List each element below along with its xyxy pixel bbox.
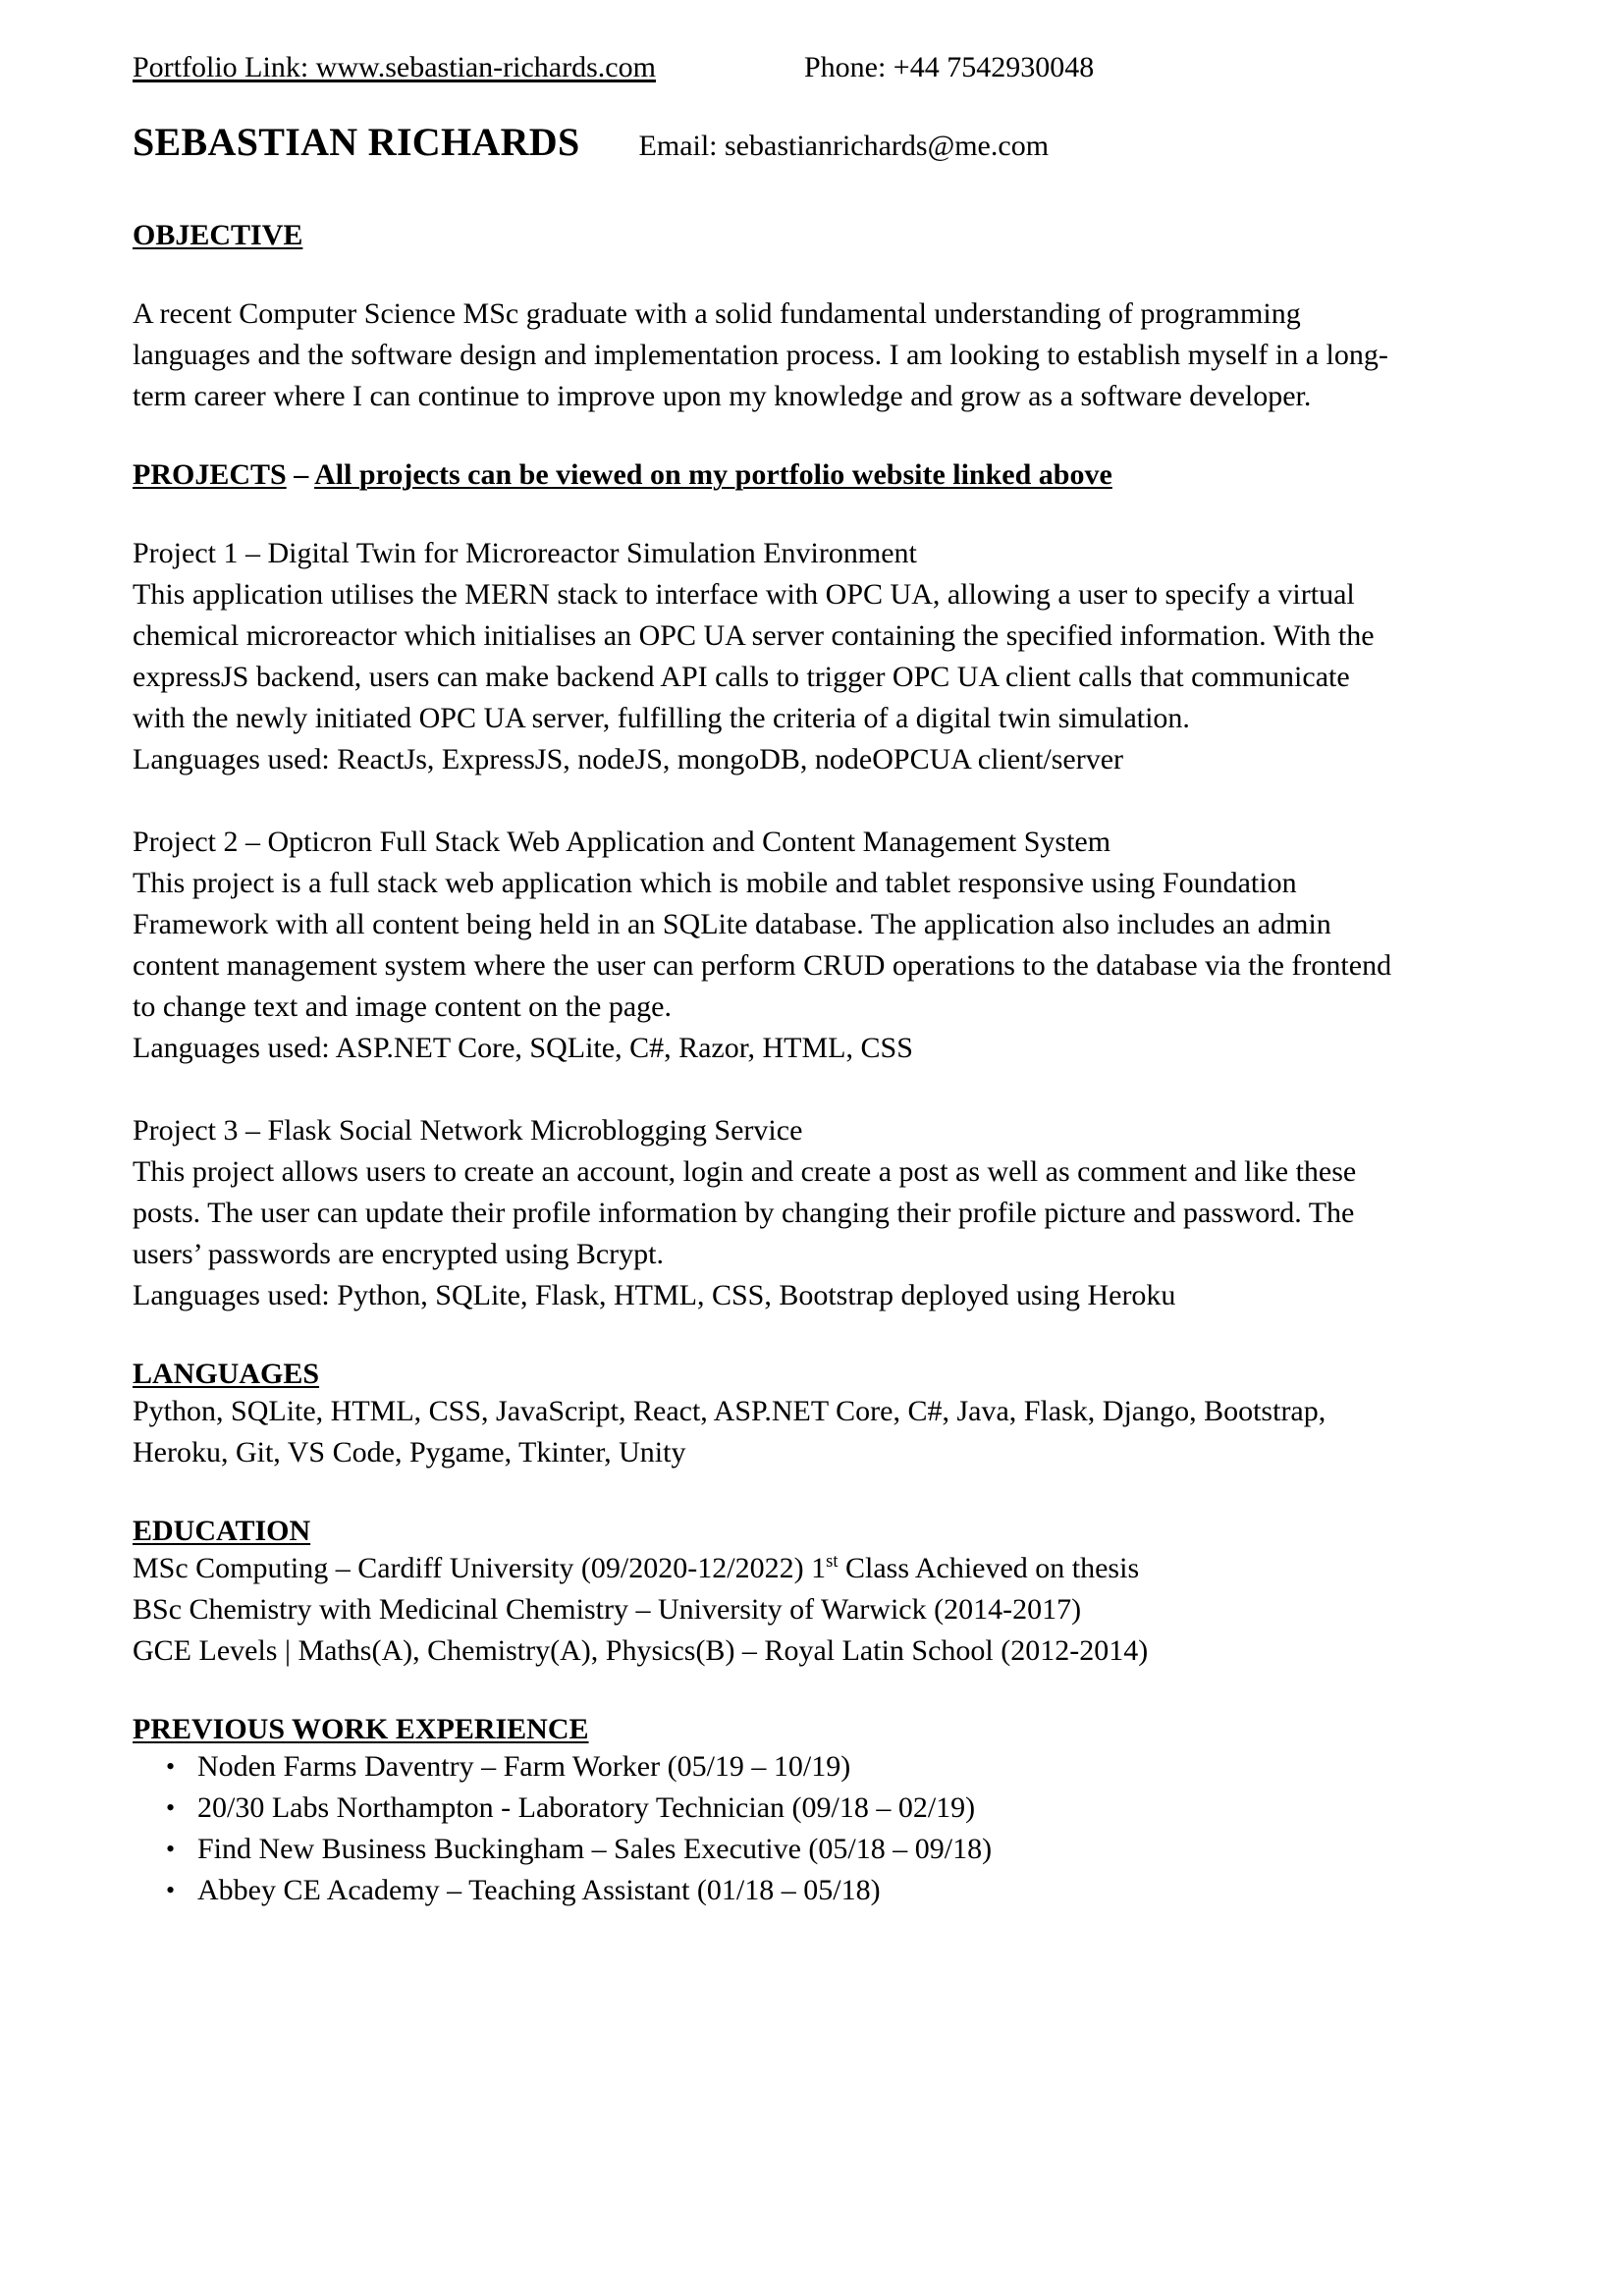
list-item-label: Abbey CE Academy – Teaching Assistant (01/18 – 05/18) <box>197 1874 881 1906</box>
spacer <box>133 252 1399 294</box>
section-heading-languages: LANGUAGES <box>133 1358 320 1390</box>
projects-heading-main: PROJECTS <box>133 458 287 491</box>
spacer <box>133 417 1399 458</box>
portfolio-link[interactable]: Portfolio Link: www.sebastian-richards.com <box>133 51 656 83</box>
project-description: This project allows users to create an account, login and create a post as well as comment and like these posts. The user can update their profile information by changing their profile picture and password. The users’ passwords are encrypted using Bcrypt. <box>133 1155 1357 1270</box>
phone-number: Phone: +44 7542930048 <box>803 51 1095 83</box>
bullet-icon: • <box>166 1752 176 1781</box>
spacer <box>133 165 1399 219</box>
section-heading-experience: PREVIOUS WORK EXPERIENCE <box>133 1713 589 1745</box>
project-description: This project is a full stack web application which is mobile and tablet responsive using Foundation Framework with all content being held in an SQLite database. The application also includes an admin content management system where the user can perform CRUD operations to the database via the frontend to change text and image content on the page. <box>133 867 1392 1023</box>
project-languages: Languages used: Python, SQLite, Flask, HTML, CSS, Bootstrap deployed using Heroku <box>133 1279 1176 1311</box>
languages-body: Python, SQLite, HTML, CSS, JavaScript, React, ASP.NET Core, C#, Java, Flask, Django, Bootstrap, Heroku, Git, VS Code, Pygame, Tkinter, Unity <box>133 1395 1326 1468</box>
bullet-icon: • <box>166 1876 176 1904</box>
education-entry <box>133 1548 1399 1589</box>
bullet-icon: • <box>166 1835 176 1863</box>
page-title: SEBASTIAN RICHARDS <box>133 120 580 164</box>
list-item <box>133 1746 1399 1788</box>
objective-body: A recent Computer Science MSc graduate with a solid fundamental understanding of programming languages and the software design and implementation process. I am looking to establish myself in a long-term career where I can continue to improve upon my knowledge and grow as a software developer. <box>133 297 1388 412</box>
project-languages: Languages used: ASP.NET Core, SQLite, C#, Razor, HTML, CSS <box>133 1032 913 1064</box>
spacer <box>133 1672 1399 1713</box>
education-entry: GCE Levels | Maths(A), Chemistry(A), Physics(B) – Royal Latin School (2012-2014) <box>133 1634 1149 1667</box>
email-address[interactable]: Email: sebastianrichards@me.com <box>638 130 1050 162</box>
education-entry-text-tail: Class Achieved on thesis <box>838 1552 1140 1584</box>
ordinal-suffix: st <box>826 1551 839 1572</box>
bullet-icon: • <box>166 1793 176 1822</box>
languages-heading-block <box>133 1358 1399 1391</box>
section-heading-education: EDUCATION <box>133 1515 311 1547</box>
spacer <box>133 1316 1399 1358</box>
project-title: Project 1 – Digital Twin for Microreactor Simulation Environment <box>133 537 917 569</box>
education-entry: BSc Chemistry with Medicinal Chemistry – University of Warwick (2014-2017) <box>133 1593 1082 1626</box>
list-item-label: Find New Business Buckingham – Sales Executive (05/18 – 09/18) <box>197 1833 993 1865</box>
project-title: Project 2 – Opticron Full Stack Web Application and Content Management System <box>133 826 1111 858</box>
section-heading-objective: OBJECTIVE <box>133 219 303 251</box>
education-entry-text: MSc Computing – Cardiff University (09/2020-12/2022) 1 <box>133 1552 827 1584</box>
spacer <box>133 780 1399 822</box>
spacer <box>133 1069 1399 1110</box>
education-heading-block <box>133 1515 1399 1548</box>
project-title: Project 3 – Flask Social Network Microblogging Service <box>133 1114 803 1147</box>
contact-header-row <box>133 51 1399 98</box>
projects-heading-dash: – <box>286 458 315 491</box>
project-languages: Languages used: ReactJs, ExpressJS, nodeJS, mongoDB, nodeOPCUA client/server <box>133 743 1124 775</box>
section-heading-projects <box>133 458 1399 492</box>
objective-heading-block <box>133 219 1399 252</box>
list-item <box>133 1870 1399 1911</box>
name-header-row <box>133 119 1399 165</box>
spacer <box>133 492 1399 533</box>
experience-heading-block <box>133 1713 1399 1746</box>
list-item <box>133 1829 1399 1870</box>
list-item-label: Noden Farms Daventry – Farm Worker (05/19 – 10/19) <box>197 1750 851 1783</box>
experience-list <box>133 1746 1399 1911</box>
spacer <box>133 1473 1399 1515</box>
list-item <box>133 1788 1399 1829</box>
project-description: This application utilises the MERN stack to interface with OPC UA, allowing a user to specify a virtual chemical microreactor which initialises an OPC UA server containing the specified information. With the expressJS backend, users can make backend API calls to trigger OPC UA client calls that communicate with the newly initiated OPC UA server, fulfilling the criteria of a digital twin simulation. <box>133 578 1375 734</box>
resume-content <box>133 51 1399 1911</box>
projects-heading-sub: All projects can be viewed on my portfolio website linked above <box>314 458 1112 491</box>
list-item-label: 20/30 Labs Northampton - Laboratory Technician (09/18 – 02/19) <box>197 1791 976 1824</box>
